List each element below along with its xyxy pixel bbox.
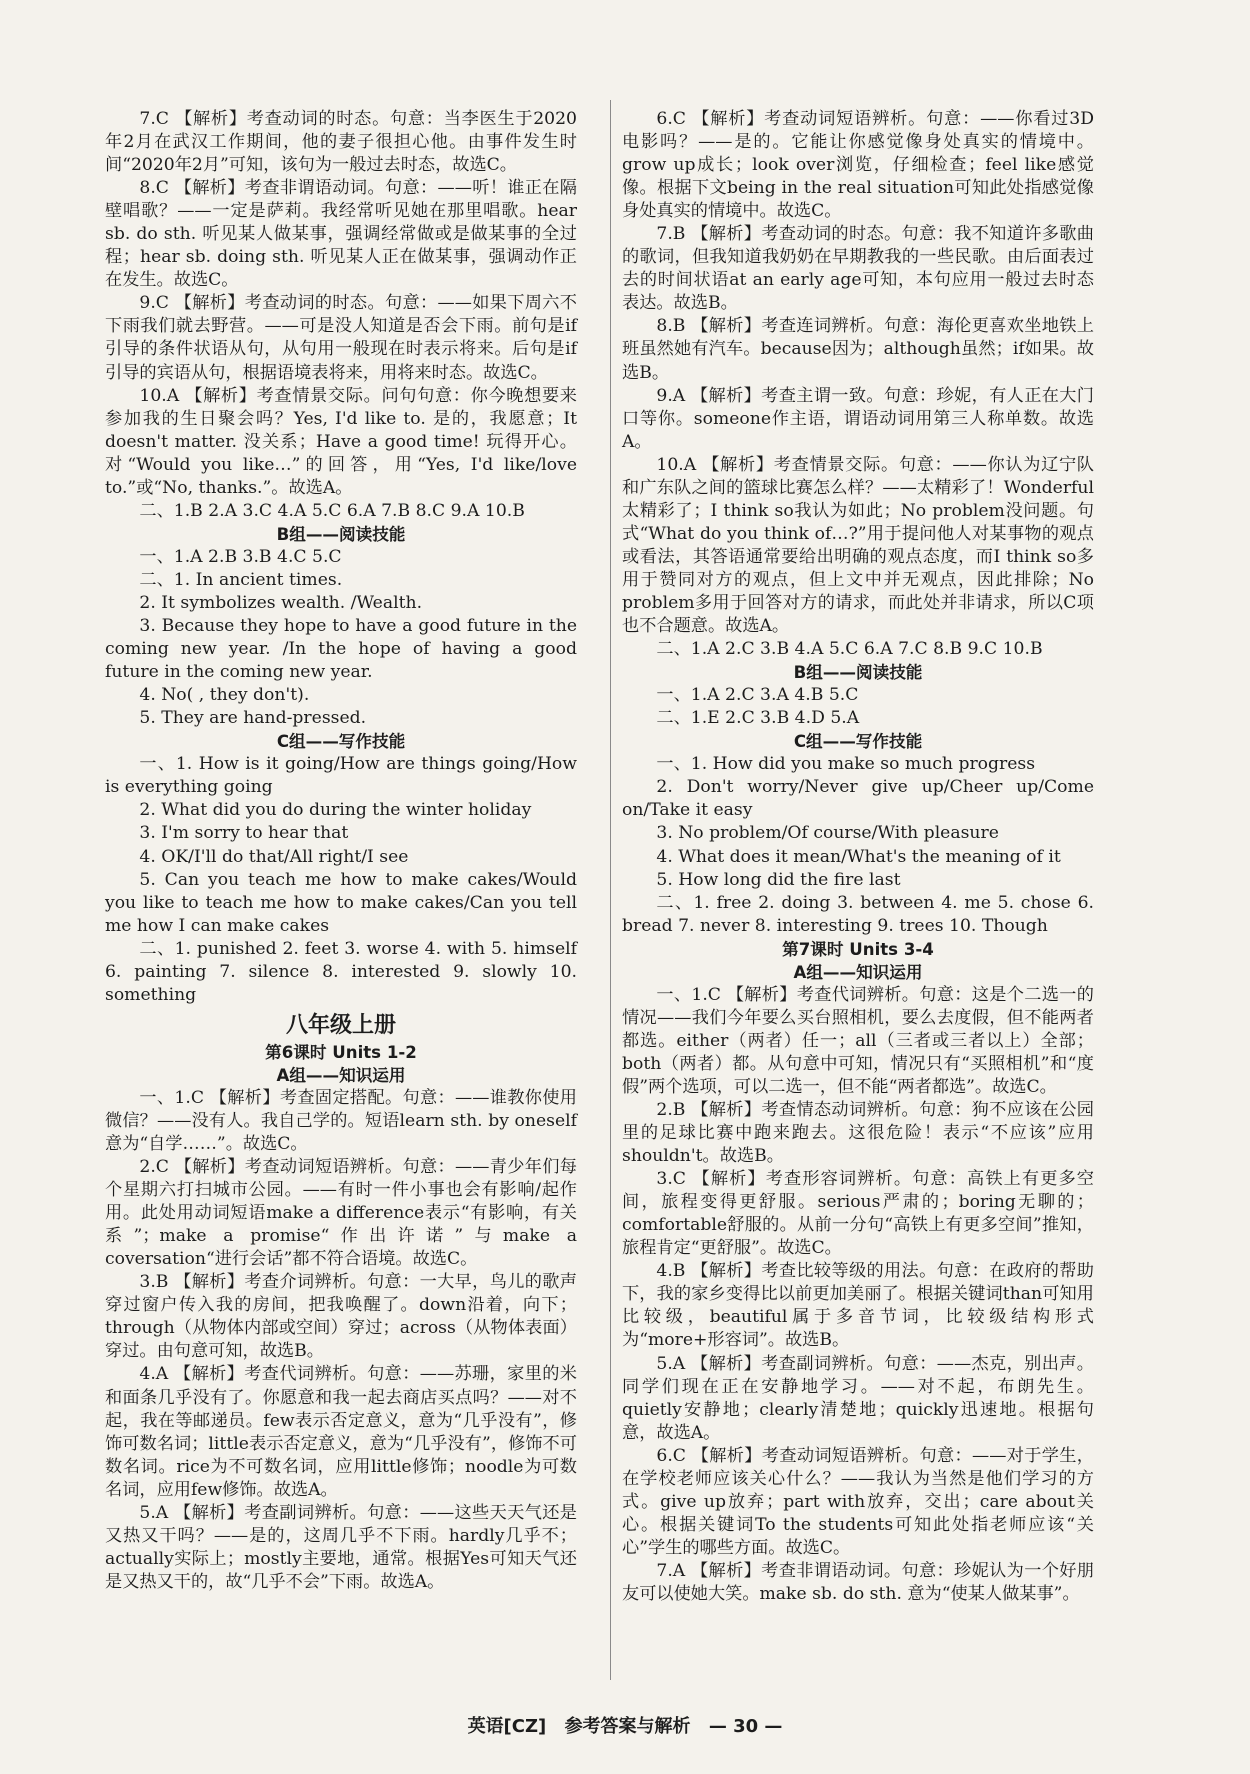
answer-line: 10.A 【解析】考查情景交际。问句句意：你今晚想要来参加我的生日聚会吗？Yes, I'd like to. 是的，我愿意；It doesn't matter. 没关系；Have a good time! 玩得开心。对“Would you like…”的回答，用“Yes, I'd like/love to.”或“No, thanks.”。故选A。 (105, 385, 577, 498)
answer-line: 2. It symbolizes wealth. /Wealth. (139, 592, 423, 613)
answer-line: 9.C 【解析】考查动词的时态。句意：——如果下周六不下雨我们就去野营。——可是没人知道是否会下雨。前句是if引导的条件状语从句，从句用一般现在时表示将来。后句是if引导的宾语从句，根据语境表将来，用将来时态。故选C。 (105, 293, 577, 383)
answer-line: 6.C 【解析】考查动词短语辨析。句意：——对于学生，在学校老师应该关心什么？——我认为当然是他们学习的方式。give up放弃；part with放弃，交出；care about关心。根据关键词To the students可知此处指老师应该“关心”学生的哪些方面。故选C。 (622, 1445, 1094, 1558)
answer-line: 4. No( , they don't). (139, 685, 310, 706)
group-b-heading: B组——阅读技能 (793, 663, 923, 683)
group-a-answers (105, 1087, 577, 1594)
right-column (622, 108, 1094, 1606)
answer-line: 6.C 【解析】考查动词短语辨析。句意：——你看过3D电影吗？——是的。它能让你感觉像身处真实的情境中。grow up成长；look over浏览，仔细检查；feel like感觉像。根据下文being in the real situation可知此处指感觉像身处真实的情境中。故选C。 (622, 109, 1094, 222)
lesson-title: 第7课时 Units 3-4 (782, 939, 934, 959)
answer-line: 9.A 【解析】考查主谓一致。句意：珍妮，有人正在大门口等你。someone作主语，谓语动词用第三人称单数。故选A。 (622, 385, 1094, 452)
answer-line: 二、1. punished 2. feet 3. worse 4. with 5. himself 6. painting 7. silence 8. interested 9. slowly 10. something (105, 938, 577, 1005)
answer-line: 3.C 【解析】考查形容词辨析。句意：高铁上有更多空间，旅程变得更舒服。serious严肃的；boring无聊的；comfortable舒服的。从前一分句“高铁上有更多空间”推知，旅程肯定“更舒服”。故选C。 (622, 1169, 1094, 1259)
grade-title: 八年级上册 (285, 1012, 396, 1038)
answer-line: 二、1.B 2.A 3.C 4.A 5.C 6.A 7.B 8.C 9.A 10.B (139, 500, 525, 521)
answer-line: 10.A 【解析】考查情景交际。句意：——你认为辽宁队和广东队之间的篮球比赛怎么样？——太精彩了！Wonderful太精彩了；I think so我认为如此；No problem没问题。句式“What do you think of…?”用于提问他人对某事物的观点或看法，其答语通常要给出明确的观点态度，而I think so多用于赞同对方的观点，但上文中并无观点，因此排除；No problem多用于回答对方的请求，而此处并非请求，所以C项也不合题意。故选A。 (622, 454, 1094, 637)
group-b-answers (105, 546, 577, 730)
left-column (105, 108, 577, 1594)
group-c-heading: C组——写作技能 (276, 732, 406, 752)
answer-line: 2.B 【解析】考查情态动词辨析。句意：狗不应该在公园里的足球比赛中跑来跑去。这很危险！表示“不应该”应用shouldn't。故选B。 (622, 1100, 1094, 1167)
column-divider (610, 100, 611, 1680)
answer-line: 7.C 【解析】考查动词的时态。句意：当李医生于2020年2月在武汉工作期间，他的妻子很担心他。由事件发生时间“2020年2月”可知，该句为一般过去时态，故选C。 (105, 109, 577, 176)
answer-line: 4.A 【解析】考查代词辨析。句意：——苏珊，家里的米和面条几乎没有了。你愿意和我一起去商店买点吗？——对不起，我在等邮递员。few表示否定意义，意为“几乎没有”，修饰可数名词；little表示否定意义，意为“几乎没有”，修饰不可数名词。rice为不可数名词，应用little修饰；noodle为可数名词，应用few修饰。故选A。 (105, 1364, 577, 1500)
answer-line: 5. They are hand-pressed. (139, 708, 367, 729)
answer-line: 2. What did you do during the winter holiday (139, 800, 532, 821)
answer-line: 5. How long did the fire last (656, 869, 901, 890)
answer-line: 一、1. How did you make so much progress (656, 754, 1036, 775)
group-b-heading: B组——阅读技能 (276, 524, 406, 544)
answer-line: 一、1.A 2.B 3.B 4.C 5.C (139, 546, 342, 567)
answer-line: 3. Because they hope to have a good future in the coming new year. /In the hope of having a good future in the coming new year. (105, 616, 577, 683)
answer-line: 7.A 【解析】考查非谓语动词。句意：珍妮认为一个好朋友可以使她大笑。make sb. do sth. 意为“使某人做某事”。 (622, 1560, 1094, 1604)
answer-line: 7.B 【解析】考查动词的时态。句意：我不知道许多歌曲的歌词，但我知道我奶奶在早期教我的一些民歌。由后面表过去的时间状语at an early age可知，本句应用一般过去时态表达。故选B。 (622, 224, 1094, 314)
answer-line: 8.C 【解析】考查非谓语动词。句意：——听！谁正在隔壁唱歌？——一定是萨莉。我经常听见她在那里唱歌。hear sb. do sth. 听见某人做某事，强调经常做或是做某事的全过程；hear sb. doing sth. 听见某人正在做某事，强调动作正在发生。故选C。 (105, 178, 577, 291)
answer-line: 3. No problem/Of course/With pleasure (656, 823, 999, 844)
group-c-answers (622, 753, 1094, 937)
answer-line: 2.C 【解析】考查动词短语辨析。句意：——青少年们每个星期六打扫城市公园。——有时一件小事也会有影响/起作用。此处用动词短语make a difference表示“有影响，有关系”；make a promise“作出许诺”与make a coversation“进行会话”都不符合语境。故选C。 (105, 1157, 577, 1270)
answer-line: 5.A 【解析】考查副词辨析。句意：——杰克，别出声。同学们现在正在安静地学习。——对不起，布朗先生。quietly安静地；clearly清楚地；quickly迅速地。根据句意，故选A。 (622, 1353, 1094, 1443)
lesson-title: 第6课时 Units 1-2 (265, 1042, 417, 1062)
page-footer (0, 1712, 1250, 1738)
answer-line: 4.B 【解析】考查比较等级的用法。句意：在政府的帮助下，我的家乡变得比以前更加美丽了。根据关键词than可知用比较级，beautiful属于多音节词，比较级结构形式为“more+形容词”。故选B。 (622, 1261, 1094, 1351)
group-b-answers (622, 684, 1094, 730)
answer-line: 3.B 【解析】考查介词辨析。句意：一大早，鸟儿的歌声穿过窗户传入我的房间，把我唤醒了。down沿着，向下；through（从物体内部或空间）穿过；across（从物体表面）穿过。由句意可知，故选B。 (105, 1272, 577, 1362)
answer-line: 二、1. In ancient times. (139, 569, 343, 590)
group-c-answers (105, 753, 577, 1007)
footer-title: 参考答案与解析 (564, 1716, 691, 1737)
group-c-heading: C组——写作技能 (793, 732, 923, 752)
answer-line: 二、1. free 2. doing 3. between 4. me 5. chose 6. bread 7. never 8. interesting 9. trees 10. Though (622, 892, 1094, 936)
answer-line: 8.B 【解析】考查连词辨析。句意：海伦更喜欢坐地铁上班虽然她有汽车。because因为；although虽然；if如果。故选B。 (622, 316, 1094, 383)
footer-subject: 英语[CZ] (467, 1716, 547, 1737)
page-number: — 30 — (708, 1716, 783, 1737)
answer-line: 5.A 【解析】考查副词辨析。句意：——这些天天气还是又热又干吗？——是的，这周几乎不下雨。hardly几乎不；actually实际上；mostly主要地，通常。根据Yes可知天气还是又热又干的，故“几乎不会”下雨。故选A。 (105, 1502, 577, 1592)
answer-line: 二、1.A 2.C 3.B 4.A 5.C 6.A 7.C 8.B 9.C 10.B (656, 639, 1043, 660)
answer-line: 一、1.A 2.C 3.A 4.B 5.C (656, 685, 859, 706)
answer-line: 3. I'm sorry to hear that (139, 823, 349, 844)
answer-line: 一、1. How is it going/How are things going/How is everything going (105, 754, 577, 798)
group-a-heading: A组——知识运用 (793, 962, 923, 982)
right-a-answers (622, 108, 1094, 661)
answer-line: 2. Don't worry/Never give up/Cheer up/Come on/Take it easy (622, 777, 1094, 821)
left-a-answers (105, 108, 577, 523)
group-a-answers (622, 984, 1094, 1606)
answer-line: 一、1.C 【解析】考查固定搭配。句意：——谁教你使用微信？——没有人。我自己学的。短语learn sth. by oneself意为“自学……”。故选C。 (105, 1087, 577, 1155)
answer-line: 一、1.C 【解析】考查代词辨析。句意：这是个二选一的情况——我们今年要么买台照相机，要么去度假，但不能两者都选。either（两者）任一；all（三者或三者以上）全部；both（两者）都。从句意中可知，情况只有“买照相机”和“度假”两个选项，可以二选一，但不能“两者都选”。故选C。 (622, 984, 1094, 1097)
answer-line: 4. What does it mean/What's the meaning of it (656, 846, 1061, 867)
answer-line: 4. OK/I'll do that/All right/I see (139, 846, 409, 867)
answer-line: 二、1.E 2.C 3.B 4.D 5.A (656, 708, 860, 729)
group-a-heading: A组——知识运用 (276, 1065, 406, 1085)
answer-line: 5. Can you teach me how to make cakes/Would you like to teach me how to make cakes/Can you tell me how I can make cakes (105, 869, 577, 936)
